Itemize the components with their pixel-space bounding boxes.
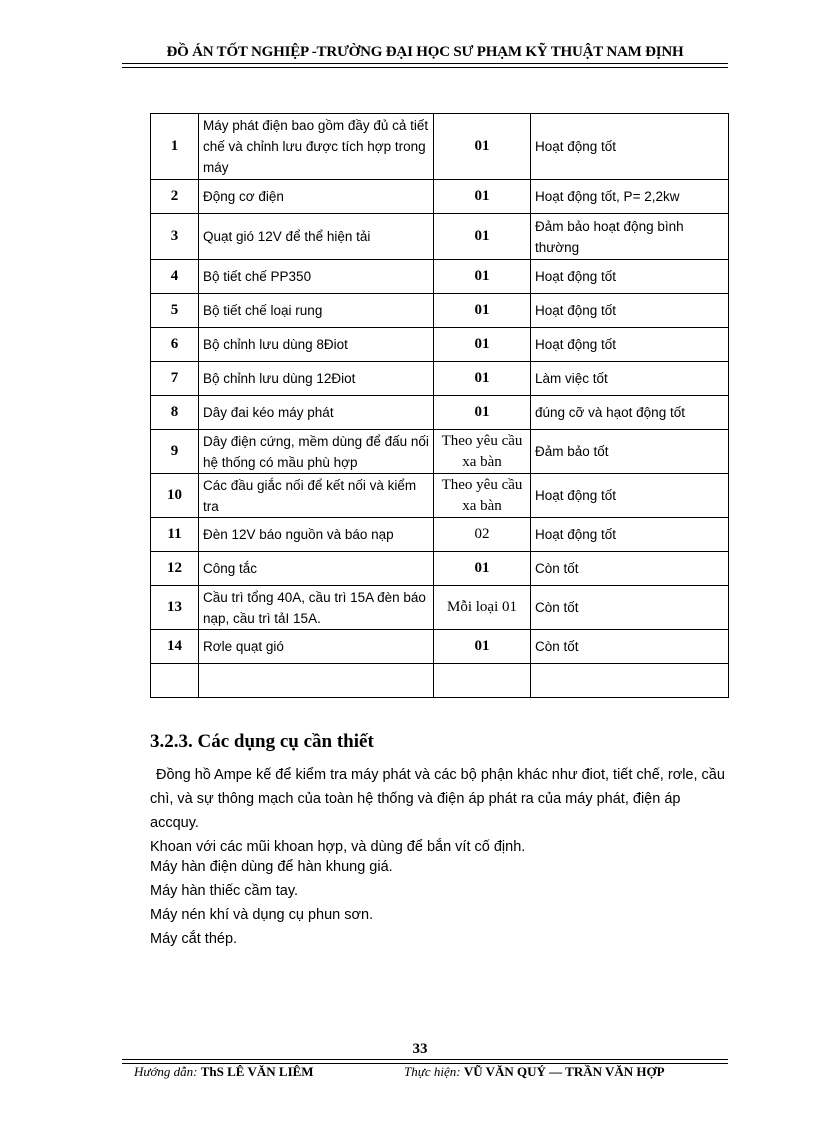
row-number: 10 [151,474,199,518]
paragraph: Máy cắt thép. [150,931,238,947]
row-number: 11 [151,518,199,552]
item-quantity: 01 [434,180,531,214]
item-status: Hoạt động tốt [531,518,729,552]
row-number: 12 [151,552,199,586]
table-row [151,430,729,474]
item-quantity: Theo yêu cầu xa bàn [434,430,531,474]
item-quantity: Mỗi loại 01 [434,586,531,630]
item-status: Hoạt động tốt [531,328,729,362]
row-number: 7 [151,362,199,396]
row-number: 1 [151,114,199,180]
item-quantity: Theo yêu cầu xa bàn [434,474,531,518]
item-quantity: 01 [434,630,531,664]
row-number: 9 [151,430,199,474]
table-row [151,214,729,260]
table-row [151,518,729,552]
footer-authors [404,1064,665,1080]
table-row [151,552,729,586]
row-number: 5 [151,294,199,328]
row-number: 2 [151,180,199,214]
equipment-table [150,113,729,698]
section-heading: 3.2.3. Các dụng cụ cần thiết [150,731,374,752]
table-row [151,396,729,430]
row-number: 3 [151,214,199,260]
item-status: đúng cỡ và hạot động tốt [531,396,729,430]
item-name: Cầu trì tổng 40A, cầu trì 15A đèn báo nạp, cầu trì tảI 15A. [199,586,434,630]
table-row [151,114,729,180]
row-number: 6 [151,328,199,362]
item-name: Rơle quạt gió [199,630,434,664]
item-status: Còn tốt [531,586,729,630]
page-number: 33 [412,1041,428,1057]
row-number: 8 [151,396,199,430]
item-status: Đảm bảo tốt [531,430,729,474]
item-quantity: 01 [434,328,531,362]
item-quantity: 01 [434,362,531,396]
item-name: Bộ tiết chế PP350 [199,260,434,294]
empty-cell [151,664,199,698]
row-number: 14 [151,630,199,664]
paragraph: Máy hàn điện dùng để hàn khung giá. [150,859,393,875]
table-row [151,260,729,294]
item-name: Máy phát điện bao gồm đầy đủ cả tiết chế và chỉnh lưu được tích hợp trong máy [199,114,434,180]
paragraph: Khoan với các mũi khoan hợp, và dùng để bắn vít cố định. [150,839,526,855]
item-quantity: 01 [434,214,531,260]
header-rule [122,67,728,68]
item-quantity: 01 [434,552,531,586]
item-status: Làm việc tốt [531,362,729,396]
item-status: Hoạt động tốt [531,294,729,328]
item-quantity: 01 [434,294,531,328]
header-rule [122,63,728,64]
item-quantity: 01 [434,114,531,180]
empty-cell [531,664,729,698]
row-number: 4 [151,260,199,294]
authors-names: VŨ VĂN QUÝ — TRẦN VĂN HỢP [463,1064,665,1079]
item-status: Hoạt động tốt [531,474,729,518]
table-row [151,328,729,362]
item-name: Công tắc [199,552,434,586]
item-status: Hoạt động tốt, P= 2,2kw [531,180,729,214]
paragraph: Máy nén khí và dụng cụ phun sơn. [150,907,374,923]
item-name: Dây điện cứng, mềm dùng để đấu nối hệ thống có mầu phù hợp [199,430,434,474]
footer-supervisor [134,1064,314,1080]
empty-cell [434,664,531,698]
page-header: ĐỒ ÁN TỐT NGHIỆP -TRƯỜNG ĐẠI HỌC SƯ PHẠM KỸ THUẬT NAM ĐỊNH [166,44,684,60]
item-status: Hoạt động tốt [531,114,729,180]
supervisor-name: ThS LÊ VĂN LIÊM [200,1064,314,1079]
item-name: Các đầu giắc nối để kết nối và kiểm tra [199,474,434,518]
item-name: Quạt gió 12V để thể hiện tải [199,214,434,260]
table-row [151,180,729,214]
table-row [151,586,729,630]
item-name: Dây đai kéo máy phát [199,396,434,430]
paragraph: Máy hàn thiếc cầm tay. [150,883,299,899]
table-row [151,630,729,664]
item-status: Hoạt động tốt [531,260,729,294]
item-quantity: 01 [434,396,531,430]
row-number: 13 [151,586,199,630]
item-quantity: 02 [434,518,531,552]
item-quantity: 01 [434,260,531,294]
item-status: Còn tốt [531,552,729,586]
table-row [151,294,729,328]
item-status: Còn tốt [531,630,729,664]
empty-cell [199,664,434,698]
item-name: Bộ tiết chế loại rung [199,294,434,328]
paragraph: Đồng hồ Ampe kế để kiểm tra máy phát và các bộ phận khác như điot, tiết chế, rơle, cầu chì, và sự thông mạch của toàn hệ thống và điện áp phát ra của máy phát, điện áp accquy. [150,767,725,831]
supervisor-label: Hướng dẫn: [134,1064,198,1079]
item-status: Đảm bảo hoạt động bình thường [531,214,729,260]
table-row-empty [151,664,729,698]
item-name: Động cơ điện [199,180,434,214]
footer-rule [122,1059,728,1060]
table-row [151,362,729,396]
table-row [151,474,729,518]
item-name: Đèn 12V báo nguồn và báo nạp [199,518,434,552]
authors-label: Thực hiện: [404,1064,461,1079]
item-name: Bộ chỉnh lưu dùng 12Điot [199,362,434,396]
item-name: Bộ chỉnh lưu dùng 8Điot [199,328,434,362]
